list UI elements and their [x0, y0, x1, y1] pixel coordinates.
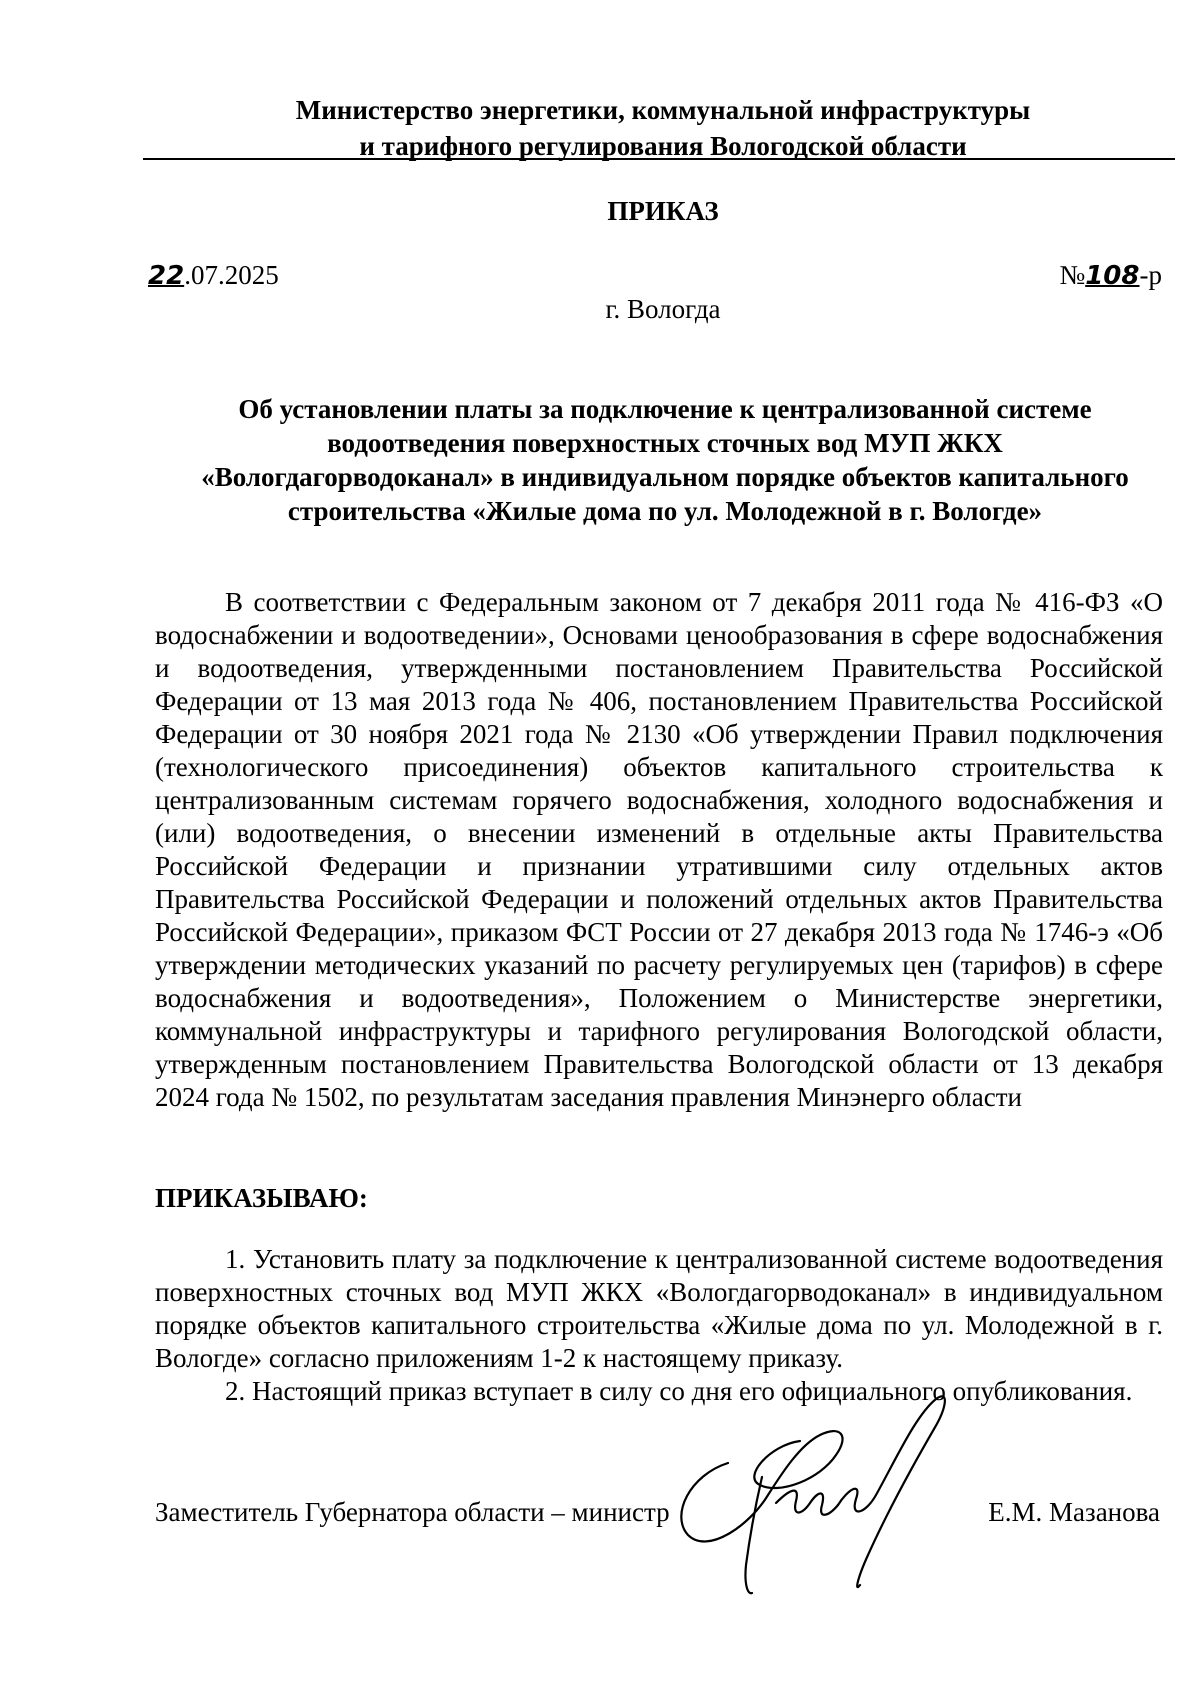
subject-line-4: строительства «Жилые дома по ул. Молодежной в г. Вологде» [287, 496, 1043, 526]
subject-line-3: «Вологдагорводоканал» в индивидуальном порядке объектов капитального [201, 462, 1129, 492]
organization-line-1: Министерство энергетики, коммунальной инфраструктуры [295, 95, 1031, 125]
subject-line-1: Об установлении платы за подключение к централизованной системе [238, 394, 1092, 424]
organization-line-2: и тарифного регулирования Вологодской области [359, 131, 967, 161]
date-day-handwritten: 22 [148, 261, 185, 291]
number-suffix: -р [1139, 260, 1162, 290]
header-divider [143, 158, 1175, 160]
preamble-paragraph: В соответствии с Федеральным законом от 7 декабря 2011 года № 416-ФЗ «О водоснабжении и водоотведении», Основами ценообразования в сфере водоснабжения и водоотведения, утвержденными постановлением Правительства Российской Федерации от 13 мая 2013 года № 406, постановлением Правительства Российской Федерации от 30 ноября 2021 года № 2130 «Об утверждении Правил подключения (технологического присоединения) объектов капитального строительства к централизованным системам горячего водоснабжения, холодного водоснабжения и (или) водоотведения, о внесении изменений в отдельные акты Правительства Российской Федерации и признании утратившими силу отдельных актов Правительства Российской Федерации и положений отдельных актов Правительства Российской Федерации», приказом ФСТ России от 27 декабря 2013 года № 1746-э «Об утверждении методических указаний по расчету регулируемых цен (тарифов) в сфере водоснабжения и водоотведения», Положением о Министерстве энергетики, коммунальной инфраструктуры и тарифного регулирования Вологодской области, утвержденным постановлением Правительства Вологодской области от 13 декабря 2024 года № 1502, по результатам заседания правления Минэнерго области [155, 587, 1163, 1112]
document-subject [150, 392, 1180, 528]
handwritten-signature [650, 1385, 980, 1605]
organization-header [148, 92, 1178, 164]
order-item-1: 1. Установить плату за подключение к централизованной системе водоотведения поверхностных сточных вод МУП ЖКХ «Вологдагорводоканал» в индивидуальном порядке объектов капитального строительства «Жилые дома по ул. Молодежной в г. Вологде» согласно приложениям 1-2 к настоящему приказу. [155, 1244, 1163, 1373]
number-prefix: № [1059, 260, 1086, 290]
signatory-position: Заместитель Губернатора области – министр [155, 1497, 670, 1527]
document-number [1059, 260, 1162, 291]
subject-line-2: водоотведения поверхностных сточных вод МУП ЖКХ [327, 428, 1003, 458]
date-month-year: .07.2025 [184, 260, 279, 290]
number-handwritten: 108 [1085, 261, 1140, 291]
document-date [148, 260, 279, 291]
order-word: ПРИКАЗЫВАЮ: [155, 1183, 368, 1213]
order-item-2: 2. Настоящий приказ вступает в силу со дня его официального опубликования. [225, 1376, 1133, 1406]
signatory-name: Е.М. Мазанова [988, 1497, 1160, 1527]
document-city: г. Вологда [605, 294, 721, 324]
document-type: ПРИКАЗ [607, 196, 719, 226]
